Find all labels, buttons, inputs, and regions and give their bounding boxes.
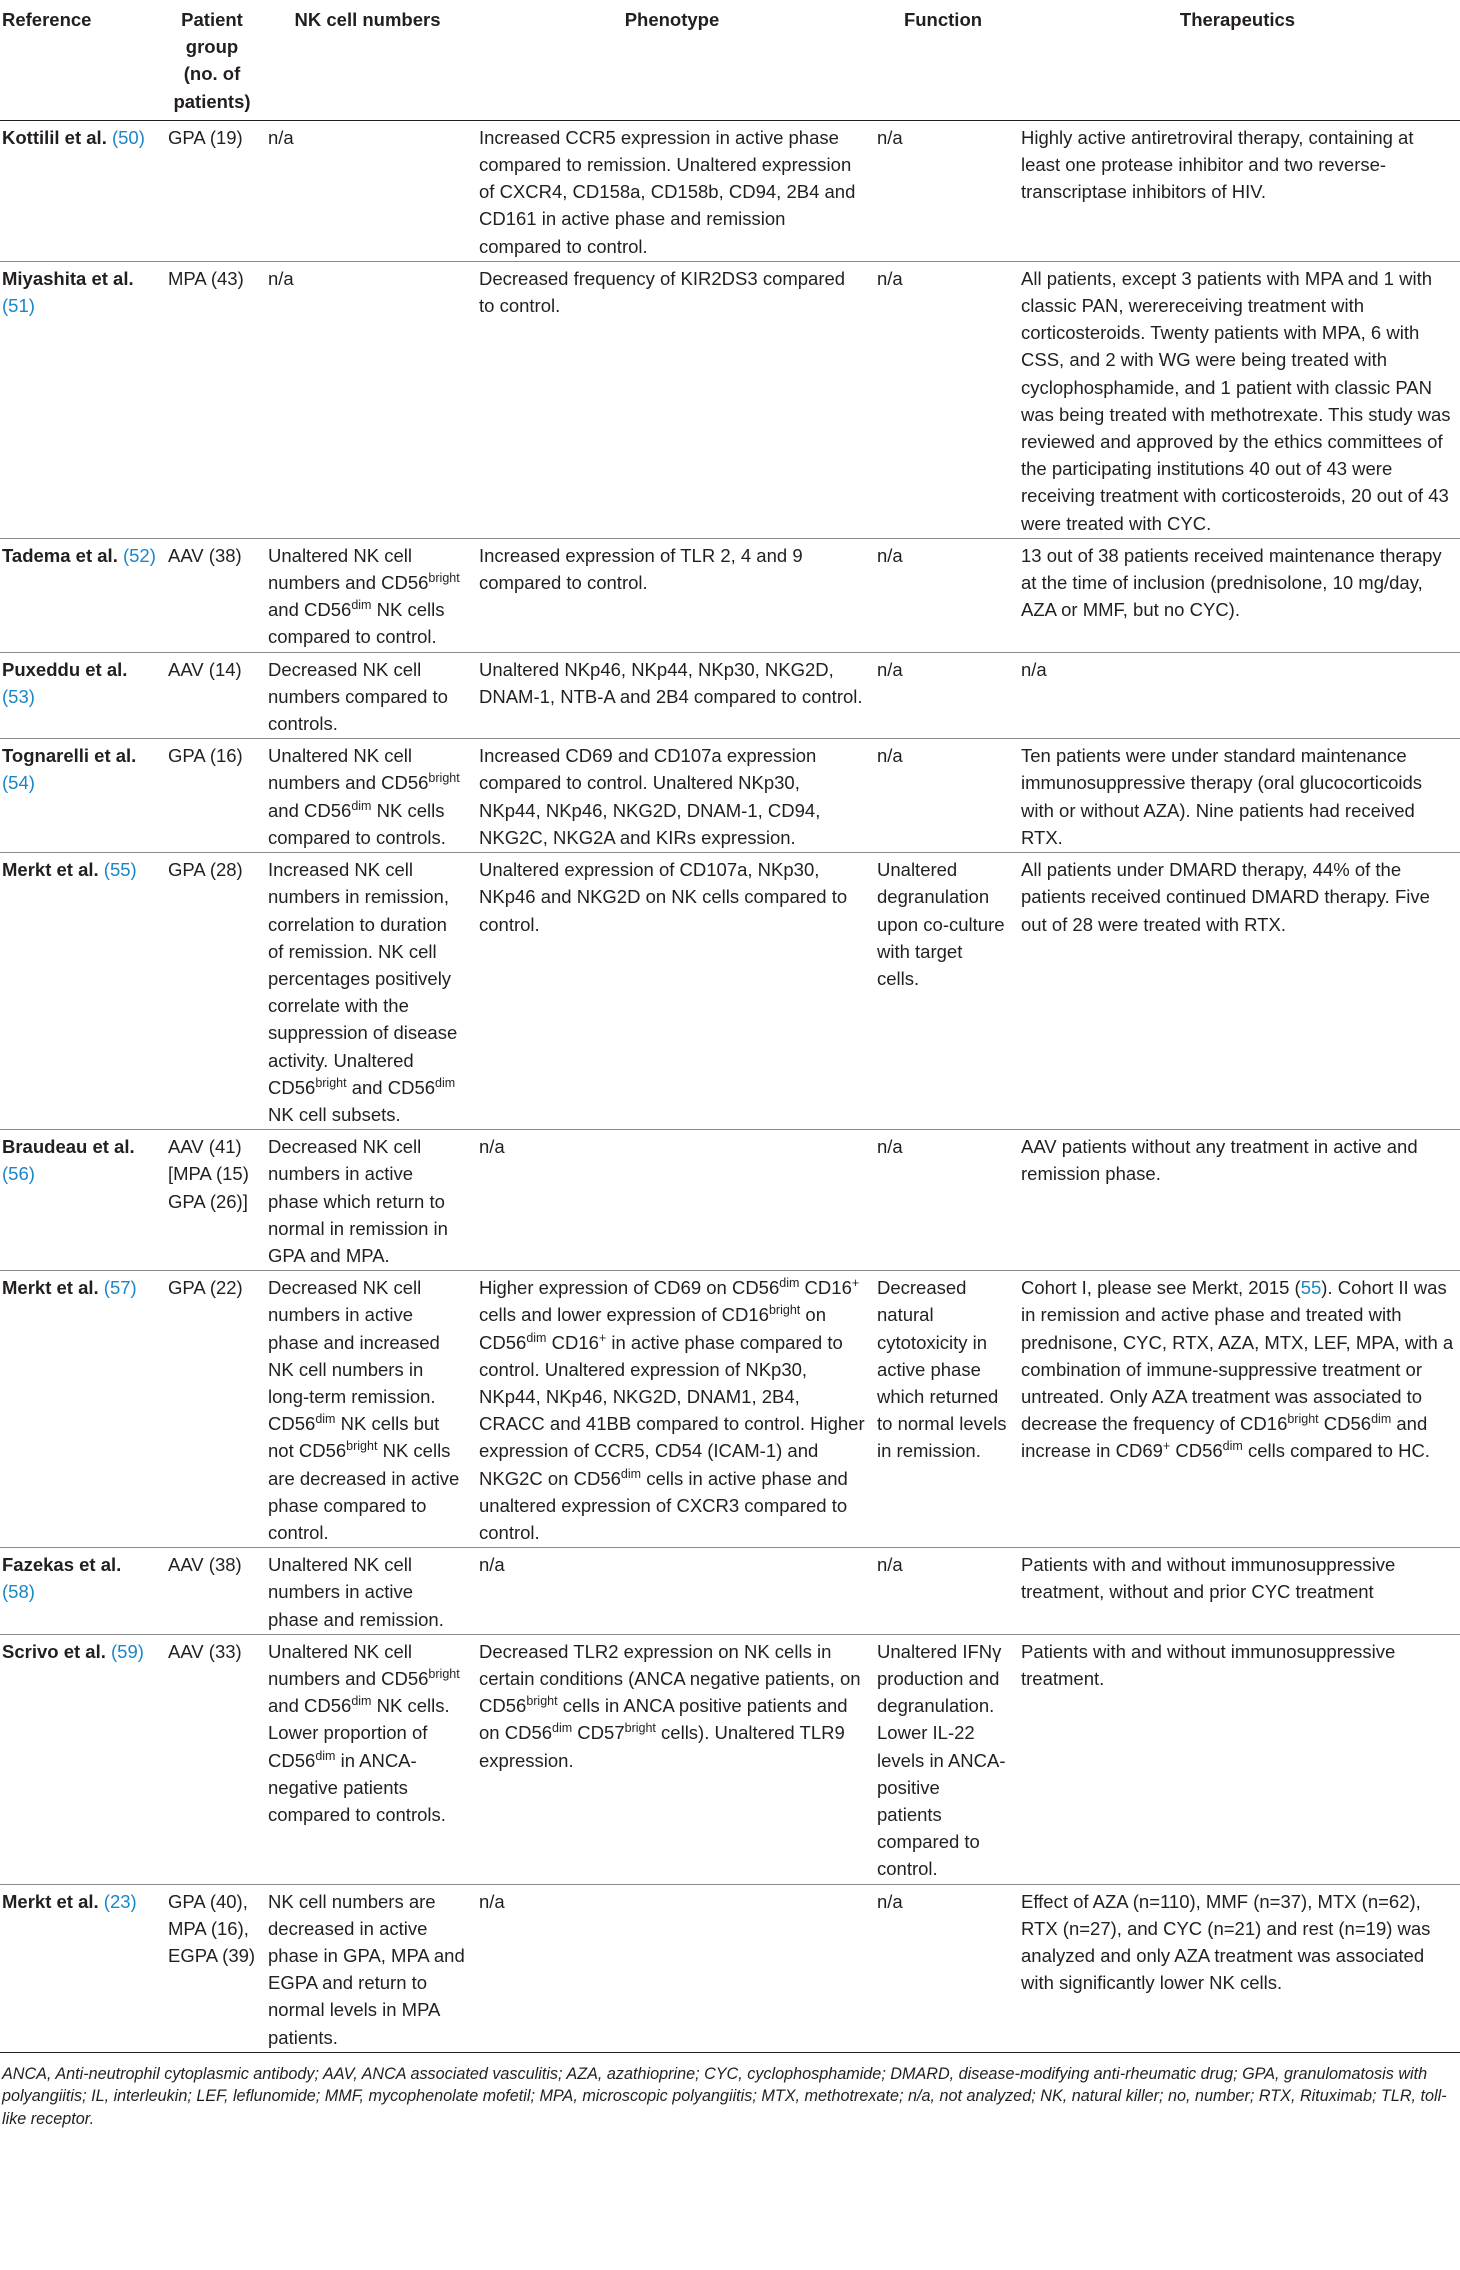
superscript: dim <box>315 1412 336 1427</box>
text-run: Cohort I, please see Merkt, 2015 ( <box>1021 1277 1301 1299</box>
text-run: Decreased NK cell numbers in active phase and increased NK cell numbers in long-term remission. CD56 <box>268 1277 440 1435</box>
function-cell: Unaltered degranulation upon co-culture with target cells. <box>871 853 1015 1130</box>
reference-cell <box>0 1634 162 1884</box>
header-therapeutics: Therapeutics <box>1015 0 1460 120</box>
superscript: bright <box>428 771 460 786</box>
table-row <box>0 1548 1460 1635</box>
header-nk-cell-numbers: NK cell numbers <box>262 0 473 120</box>
phenotype-cell: Increased expression of TLR 2, 4 and 9 compared to control. <box>473 538 871 652</box>
table-footnote: ANCA, Anti-neutrophil cytoplasmic antibody; AAV, ANCA associated vasculitis; AZA, azathioprine; CYC, cyclophosphamide; DMARD, disease-modifying anti-rheumatic drug; GPA, granulomatosis with polyangiitis; IL, interleukin; LEF, leflunomide; MMF, mycophenolate mofetil; MPA, microscopic polyangiitis; MTX, methotrexate; n/a, not analyzed; NK, natural killer; no, number; RTX, Rituximab; TLR, toll-like receptor. <box>2 2064 1447 2128</box>
superscript: bright <box>624 1721 656 1736</box>
table-row <box>0 739 1460 853</box>
text-run: Unaltered NK cell numbers and CD56 <box>268 544 429 594</box>
text-run: in ANCA-negative patients compared to controls. <box>268 1749 446 1825</box>
header-phenotype: Phenotype <box>473 0 871 120</box>
superscript: dim <box>315 1748 336 1763</box>
citation-link[interactable]: (56) <box>2 1163 35 1185</box>
nk-cell-numbers-cell: n/a <box>262 120 473 261</box>
citation-link[interactable]: (59) <box>111 1640 144 1662</box>
patient-group-cell: GPA (28) <box>162 853 262 1130</box>
therapeutics-cell: Effect of AZA (n=110), MMF (n=37), MTX (n=62), RTX (n=27), and CYC (n=21) and rest (n=19) was analyzed and only AZA treatment was associated with significantly lower NK cells. <box>1015 1884 1460 2052</box>
citation-link[interactable]: (57) <box>103 1277 137 1299</box>
table-row <box>0 853 1460 1130</box>
reference-name: Tadema et al. <box>2 544 118 566</box>
reference-cell <box>0 1884 162 2052</box>
phenotype-cell: Unaltered NKp46, NKp44, NKp30, NKG2D, DNAM-1, NTB-A and 2B4 compared to control. <box>473 652 871 739</box>
superscript: bright <box>768 1303 801 1318</box>
therapeutics-cell: 13 out of 38 patients received maintenance therapy at the time of inclusion (prednisolone, 10 mg/day, AZA or MMF, but no CYC). <box>1015 538 1460 652</box>
nk-cell-numbers-cell <box>262 1634 473 1884</box>
text-run: and increase in CD69 <box>1021 1413 1428 1462</box>
therapeutics-cell <box>1015 1271 1460 1548</box>
function-cell: n/a <box>871 1548 1015 1635</box>
therapeutics-cell: Patients with and without immunosuppressive treatment. <box>1015 1634 1460 1884</box>
function-cell: n/a <box>871 538 1015 652</box>
table-row <box>0 652 1460 739</box>
phenotype-cell <box>473 1634 871 1884</box>
reference-name: Scrivo et al. <box>2 1640 106 1662</box>
superscript: bright <box>315 1075 347 1090</box>
citation-link[interactable]: (23) <box>103 1890 137 1912</box>
phenotype-cell: Increased CD69 and CD107a expression compared to control. Unaltered NKp30, NKp44, NKp46, NKG2D, DNAM-1, CD94, NKG2C, NKG2A and KIRs expression. <box>473 739 871 853</box>
header-reference: Reference <box>0 0 162 120</box>
nk-cell-numbers-cell <box>262 1271 473 1548</box>
table-row <box>0 120 1460 261</box>
text-run: NK cell subsets. <box>268 1103 401 1125</box>
text-run: Unaltered NK cell numbers and CD56 <box>268 745 429 794</box>
reference-cell <box>0 1548 162 1635</box>
superscript: bright <box>428 571 460 586</box>
reference-name: Merkt et al. <box>2 1277 99 1299</box>
header-patient-group: Patient group (no. of patients) <box>162 0 262 120</box>
superscript: dim <box>526 1330 547 1345</box>
nk-cell-numbers-cell: Decreased NK cell numbers in active phase which return to normal in remission in GPA and MPA. <box>262 1130 473 1271</box>
phenotype-cell: Increased CCR5 expression in active phase compared to remission. Unaltered expression of CXCR4, CD158a, CD158b, CD94, 2B4 and CD161 in active phase and remission compared to control. <box>473 120 871 261</box>
table-body <box>0 120 1460 2052</box>
text-run: Unaltered NK cell numbers and CD56 <box>268 1640 429 1689</box>
patient-group-cell: GPA (40), MPA (16), EGPA (39) <box>162 1884 262 2052</box>
therapeutics-cell: Ten patients were under standard maintenance immunosuppressive therapy (oral glucocorticoids with or without AZA). Nine patients had received RTX. <box>1015 739 1460 853</box>
patient-group-cell: GPA (16) <box>162 739 262 853</box>
patient-group-cell: AAV (33) <box>162 1634 262 1884</box>
text-run: NK cells are decreased in active phase compared to control. <box>268 1440 460 1543</box>
text-run: CD16 <box>546 1331 599 1353</box>
phenotype-cell: Decreased frequency of KIR2DS3 compared to control. <box>473 261 871 538</box>
superscript: dim <box>552 1721 573 1736</box>
reference-cell <box>0 538 162 652</box>
reference-name: Braudeau et al. <box>2 1136 135 1158</box>
reference-name: Merkt et al. <box>2 859 99 881</box>
citation-link[interactable]: (54) <box>2 772 35 794</box>
therapeutics-cell: n/a <box>1015 652 1460 739</box>
patient-group-cell: AAV (38) <box>162 538 262 652</box>
phenotype-cell: Unaltered expression of CD107a, NKp30, NKp46 and NKG2D on NK cells compared to control. <box>473 853 871 1130</box>
superscript: bright <box>346 1439 378 1454</box>
nk-cell-numbers-cell: n/a <box>262 261 473 538</box>
text-run: ). Cohort II was in remission and active phase and treated with prednisone, CYC, RTX, AZA, MTX, LEF, MPA, with a combination of immune-suppressive treatment or untreated. Only AZA treatment was associated to decrease the frequency of CD16 <box>1021 1277 1454 1435</box>
citation-link[interactable]: (55) <box>103 859 137 881</box>
nk-cell-numbers-cell <box>262 538 473 652</box>
reference-name: Tognarelli et al. <box>2 745 137 767</box>
citation-link[interactable]: (50) <box>111 126 145 148</box>
therapeutics-cell: Highly active antiretroviral therapy, containing at least one protease inhibitor and two reverse-transcriptase inhibitors of HIV. <box>1015 120 1460 261</box>
text-run: and CD56 <box>346 1076 436 1098</box>
text-run: and CD56 <box>268 599 352 621</box>
superscript: dim <box>351 598 372 613</box>
citation-link[interactable]: (58) <box>2 1581 35 1603</box>
text-run: NK cells compared to control. <box>268 599 445 648</box>
citation-link[interactable]: (53) <box>2 685 35 707</box>
patient-group-cell: AAV (38) <box>162 1548 262 1635</box>
reference-cell <box>0 120 162 261</box>
reference-cell <box>0 652 162 739</box>
text-run: in active phase compared to control. Unaltered expression of NKp30, NKp44, NKp46, NKG2D, DNAM1, 2B4, CRACC and 41BB compared to control. Higher expression of CCR5, CD54 (ICAM-1) and NKG2C on CD56 <box>479 1331 865 1489</box>
nk-cell-numbers-cell <box>262 739 473 853</box>
therapeutics-cell: Patients with and without immunosuppressive treatment, without and prior CYC treatment <box>1015 1548 1460 1635</box>
reference-name: Fazekas et al. <box>2 1554 122 1576</box>
function-cell: Decreased natural cytotoxicity in active phase which returned to normal levels in remission. <box>871 1271 1015 1548</box>
phenotype-cell: n/a <box>473 1548 871 1635</box>
text-run: cells in active phase and unaltered expression of CXCR3 compared to control. <box>479 1467 848 1543</box>
text-run: CD16 <box>799 1277 852 1299</box>
patient-group-cell: GPA (19) <box>162 120 262 261</box>
function-cell: Unaltered IFNγ production and degranulation. Lower IL-22 levels in ANCA-positive patients compared to control. <box>871 1634 1015 1884</box>
superscript: dim <box>779 1276 800 1291</box>
table-row <box>0 1884 1460 2052</box>
table-header <box>0 0 1460 120</box>
superscript: + <box>1162 1439 1171 1454</box>
phenotype-cell: n/a <box>473 1884 871 2052</box>
text-run: CD56 <box>1170 1440 1223 1462</box>
text-run: NK cells compared to controls. <box>268 799 446 848</box>
text-run: Decreased TLR2 expression on NK cells in certain conditions (ANCA negative patients, on CD56 <box>479 1640 861 1717</box>
superscript: dim <box>1371 1412 1392 1427</box>
patient-group-cell: GPA (22) <box>162 1271 262 1548</box>
table-row <box>0 1271 1460 1548</box>
therapeutics-cell: All patients, except 3 patients with MPA and 1 with classic PAN, werereceiving treatment with corticosteroids. Twenty patients with MPA, 6 with CSS, and 2 with WG were being treated with cyclophosphamide, and 1 patient with classic PAN was being treated with methotrexate. This study was reviewed and approved by the ethics committees of the participating institutions 40 out of 43 were receiving treatment with corticosteroids, 20 out of 43 were treated with CYC. <box>1015 261 1460 538</box>
reference-cell <box>0 853 162 1130</box>
reference-cell <box>0 1130 162 1271</box>
table-row <box>0 1130 1460 1271</box>
function-cell: n/a <box>871 652 1015 739</box>
reference-name: Puxeddu et al. <box>2 658 128 680</box>
text-run: NK cells but not CD56 <box>268 1413 440 1462</box>
text-run: cells and lower expression of CD16 <box>479 1304 769 1326</box>
superscript: bright <box>1287 1412 1319 1427</box>
text-run: CD57 <box>572 1722 625 1744</box>
phenotype-cell: n/a <box>473 1130 871 1271</box>
patient-group-cell: AAV (14) <box>162 652 262 739</box>
superscript: bright <box>526 1694 558 1709</box>
therapeutics-cell: All patients under DMARD therapy, 44% of the patients received continued DMARD therapy. Five out of 28 were treated with RTX. <box>1015 853 1460 1130</box>
citation-link[interactable]: (51) <box>2 295 35 317</box>
superscript: dim <box>351 1694 372 1709</box>
superscript: bright <box>428 1666 460 1681</box>
superscript: dim <box>435 1075 456 1090</box>
function-cell: n/a <box>871 739 1015 853</box>
header-function: Function <box>871 0 1015 120</box>
reference-cell <box>0 1271 162 1548</box>
text-run: NK cells. Lower proportion of CD56 <box>268 1695 450 1771</box>
text-run: and CD56 <box>268 799 352 821</box>
text-run: and CD56 <box>268 1695 352 1717</box>
reference-name: Kottilil et al. <box>2 126 107 148</box>
patient-group-cell: AAV (41) [MPA (15) GPA (26)] <box>162 1130 262 1271</box>
citation-link[interactable]: 55 <box>1300 1277 1322 1299</box>
nk-cell-numbers-cell: Unaltered NK cell numbers in active phase and remission. <box>262 1548 473 1635</box>
superscript: dim <box>1222 1439 1243 1454</box>
reference-cell <box>0 739 162 853</box>
patient-group-cell: MPA (43) <box>162 261 262 538</box>
phenotype-cell <box>473 1271 871 1548</box>
text-run: Increased NK cell numbers in remission, correlation to duration of remission. NK cell percentages positively correlate with the suppression of disease activity. Unaltered CD56 <box>268 859 458 1098</box>
reference-name: Miyashita et al. <box>2 267 134 289</box>
superscript: dim <box>620 1466 642 1481</box>
function-cell: n/a <box>871 1130 1015 1271</box>
superscript: dim <box>351 798 372 813</box>
text-run: CD56 <box>1318 1413 1372 1435</box>
table-row <box>0 538 1460 652</box>
reference-name: Merkt et al. <box>2 1890 99 1912</box>
function-cell: n/a <box>871 1884 1015 2052</box>
function-cell: n/a <box>871 261 1015 538</box>
citation-link[interactable]: (52) <box>122 544 156 566</box>
nk-cell-numbers-cell: NK cell numbers are decreased in active phase in GPA, MPA and EGPA and return to normal levels in MPA patients. <box>262 1884 473 2052</box>
nk-cell-numbers-cell: Decreased NK cell numbers compared to controls. <box>262 652 473 739</box>
table-row <box>0 1634 1460 1884</box>
text-run: cells in ANCA positive patients and on CD56 <box>479 1695 848 1744</box>
table-row <box>0 261 1460 538</box>
text-run: on CD56 <box>479 1304 826 1353</box>
function-cell: n/a <box>871 120 1015 261</box>
therapeutics-cell: AAV patients without any treatment in active and remission phase. <box>1015 1130 1460 1271</box>
text-run: cells). Unaltered TLR9 expression. <box>479 1722 845 1771</box>
superscript: + <box>851 1276 860 1291</box>
nk-cell-numbers-cell <box>262 853 473 1130</box>
text-run: cells compared to HC. <box>1242 1440 1430 1462</box>
reference-cell <box>0 261 162 538</box>
superscript: + <box>598 1330 607 1345</box>
text-run: Higher expression of CD69 on CD56 <box>479 1277 780 1299</box>
header-row <box>0 0 1460 120</box>
